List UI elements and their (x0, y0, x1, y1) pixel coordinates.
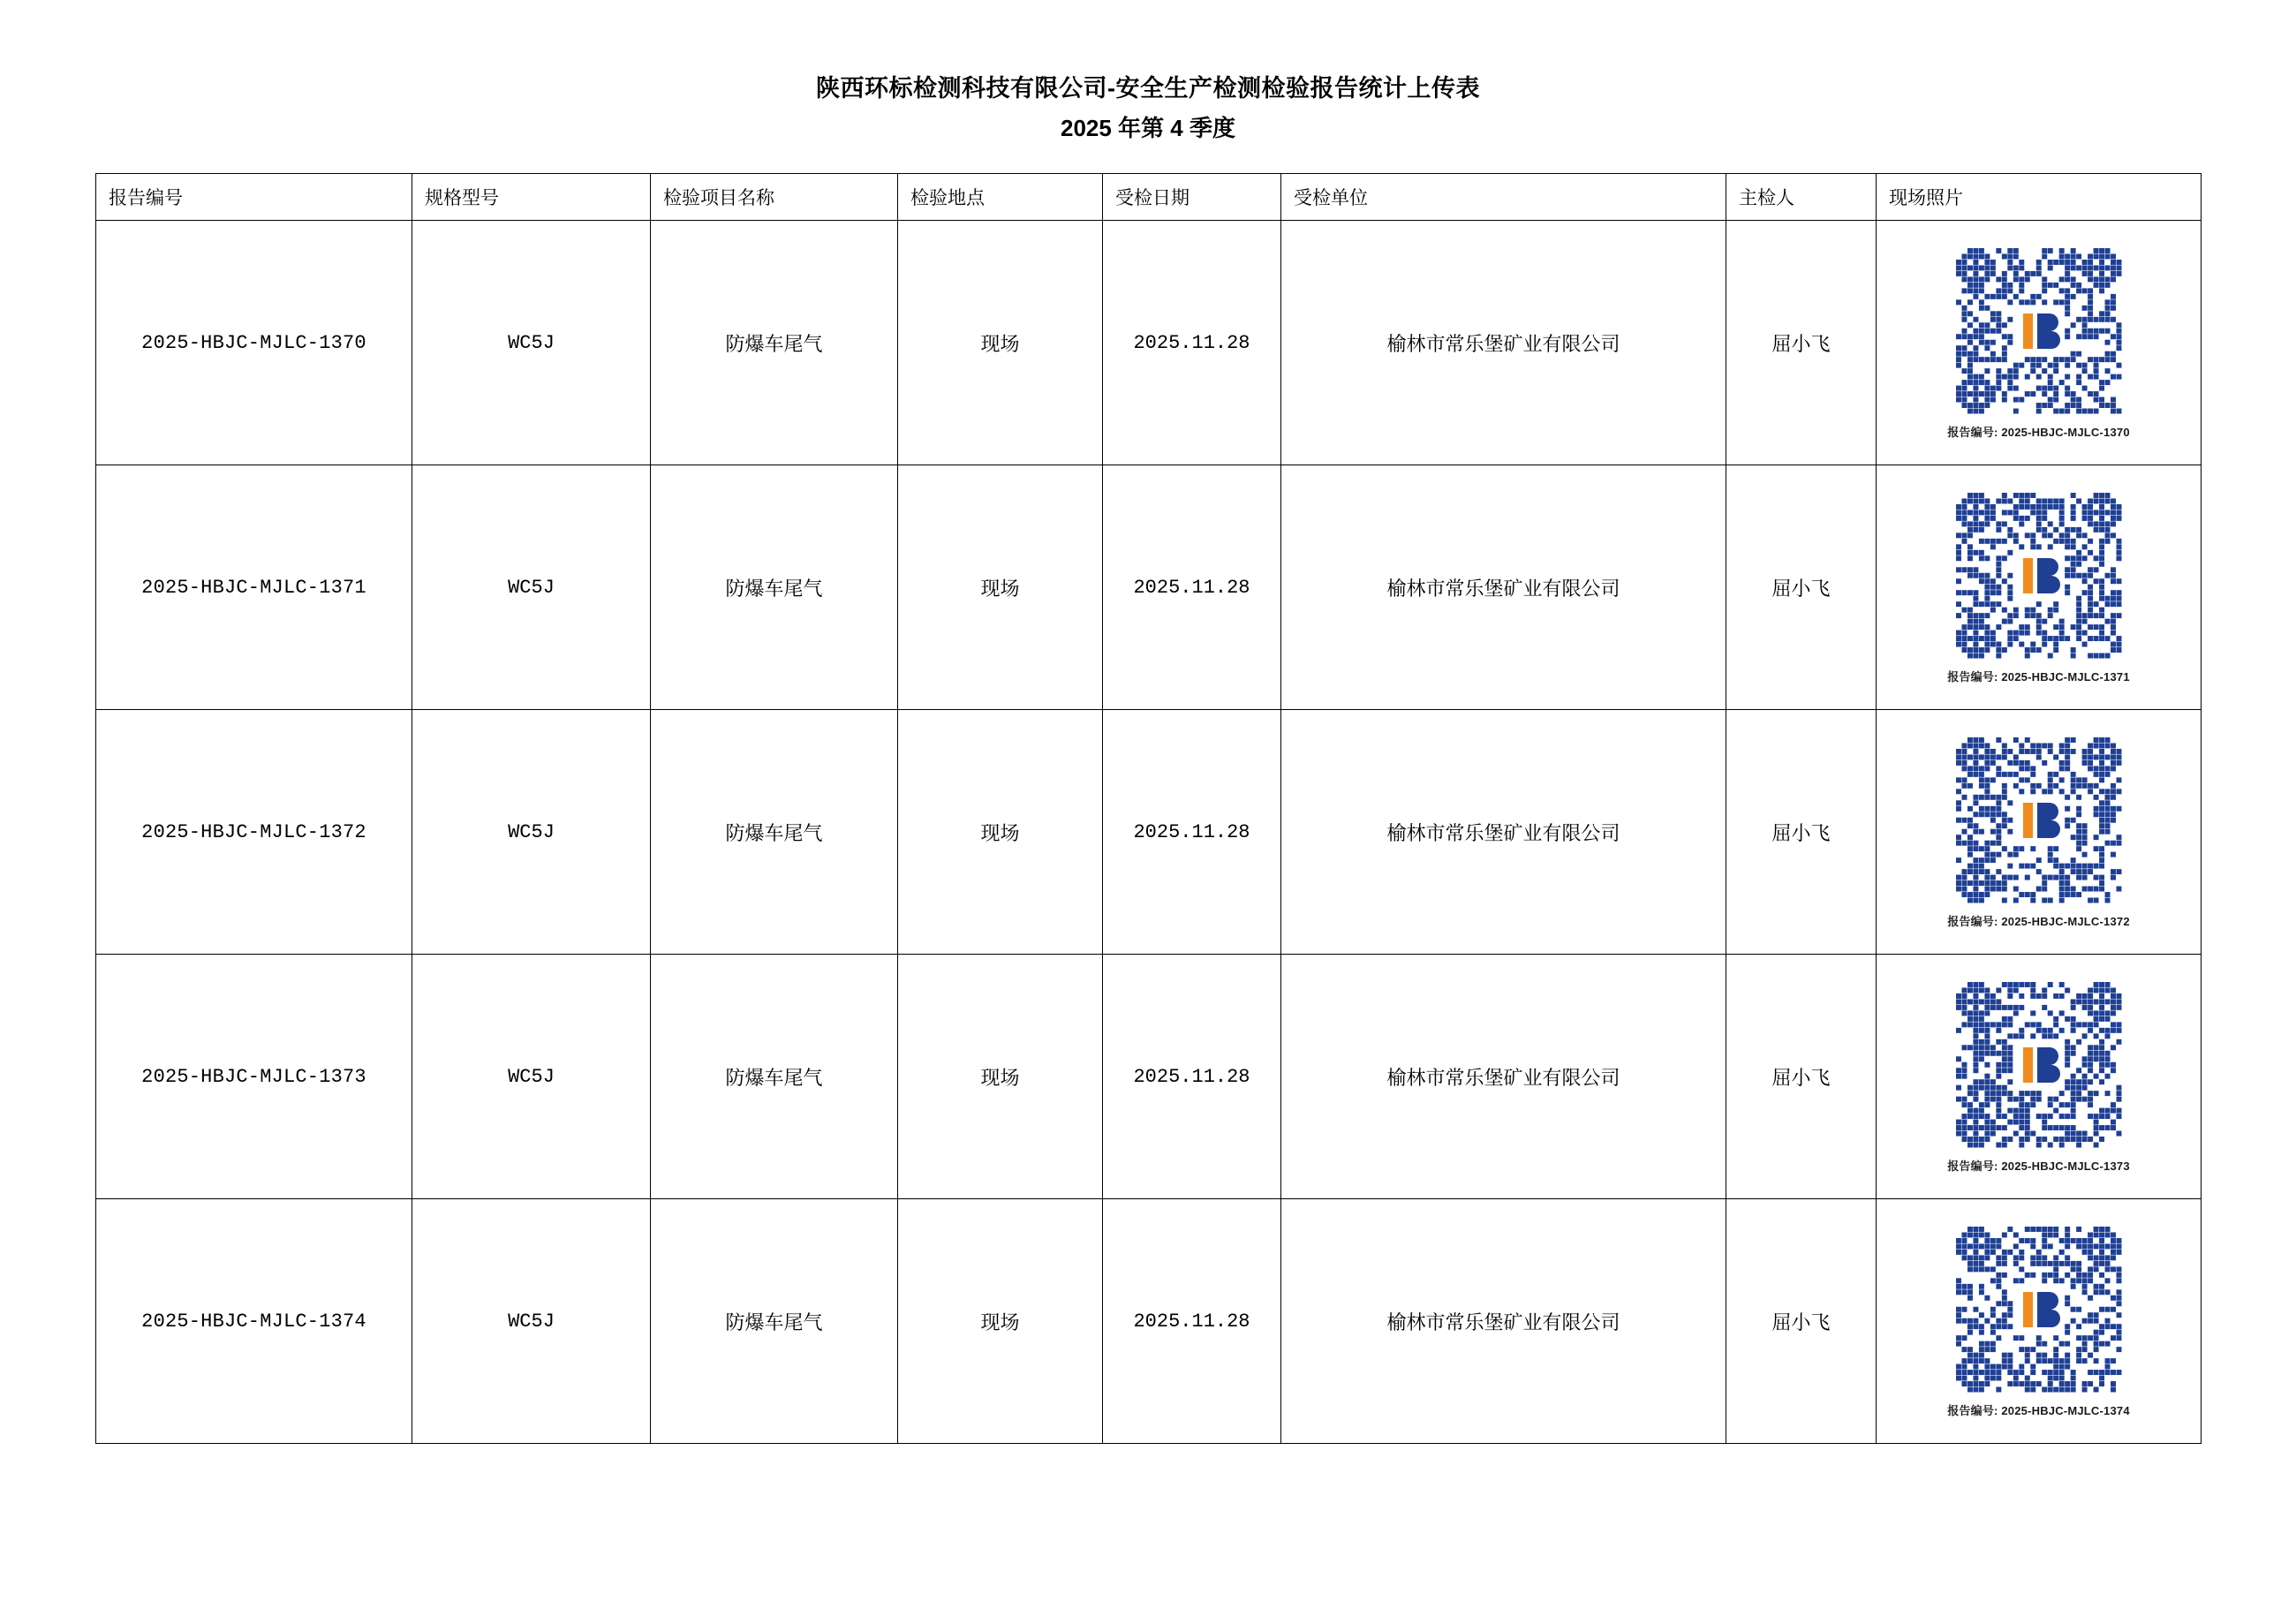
report-table-container (95, 173, 2201, 1444)
column-header-unit: 受检单位 (1281, 174, 1726, 221)
column-header-model: 规格型号 (412, 174, 651, 221)
cell-report-no: 2025-HBJC-MJLC-1370 (96, 221, 412, 465)
cell-model: WC5J (412, 1199, 651, 1444)
cell-model: WC5J (412, 955, 651, 1199)
cell-unit: 榆林市常乐堡矿业有限公司 (1281, 955, 1726, 1199)
column-header-date: 受检日期 (1103, 174, 1281, 221)
column-header-item: 检验项目名称 (651, 174, 898, 221)
cell-photo (1877, 1199, 2202, 1444)
table-row (96, 955, 2202, 1199)
qr-caption: 报告编号: 2025-HBJC-MJLC-1371 (1947, 669, 2130, 684)
cell-report-no: 2025-HBJC-MJLC-1374 (96, 1199, 412, 1444)
cell-inspector: 屈小飞 (1726, 221, 1877, 465)
report-table (95, 173, 2202, 1444)
qr-code-icon (1956, 737, 2122, 903)
qr-caption: 报告编号: 2025-HBJC-MJLC-1370 (1947, 425, 2130, 439)
column-header-inspector: 主检人 (1726, 174, 1877, 221)
page-title: 陕西环标检测科技有限公司-安全生产检测检验报告统计上传表 (816, 75, 1480, 102)
cell-item: 防爆车尾气 (651, 955, 898, 1199)
table-header (96, 174, 2202, 221)
cell-photo (1877, 465, 2202, 710)
table-row (96, 465, 2202, 710)
cell-unit: 榆林市常乐堡矿业有限公司 (1281, 221, 1726, 465)
cell-inspector: 屈小飞 (1726, 1199, 1877, 1444)
cell-inspector: 屈小飞 (1726, 955, 1877, 1199)
table-row (96, 221, 2202, 465)
cell-report-no: 2025-HBJC-MJLC-1373 (96, 955, 412, 1199)
qr-block (1877, 737, 2201, 929)
qr-caption: 报告编号: 2025-HBJC-MJLC-1374 (1947, 1403, 2130, 1417)
page-subtitle: 2025 年第 4 季度 (1061, 114, 1235, 141)
column-header-report-no: 报告编号 (96, 174, 412, 221)
cell-model: WC5J (412, 710, 651, 955)
cell-photo (1877, 955, 2202, 1199)
cell-place: 现场 (898, 221, 1103, 465)
cell-place: 现场 (898, 710, 1103, 955)
cell-place: 现场 (898, 955, 1103, 1199)
qr-caption: 报告编号: 2025-HBJC-MJLC-1372 (1947, 914, 2130, 928)
table-header-row (96, 174, 2202, 221)
qr-code-icon (1956, 248, 2122, 414)
table-body (96, 221, 2202, 1444)
cell-place: 现场 (898, 465, 1103, 710)
qr-code-icon (1956, 1227, 2122, 1393)
cell-item: 防爆车尾气 (651, 221, 898, 465)
qr-block (1877, 248, 2201, 440)
qr-block (1877, 1227, 2201, 1418)
qr-code-icon (1956, 982, 2122, 1148)
cell-item: 防爆车尾气 (651, 465, 898, 710)
cell-inspector: 屈小飞 (1726, 710, 1877, 955)
cell-date: 2025.11.28 (1103, 710, 1281, 955)
qr-caption: 报告编号: 2025-HBJC-MJLC-1373 (1947, 1159, 2130, 1173)
cell-item: 防爆车尾气 (651, 1199, 898, 1444)
table-row (96, 1199, 2202, 1444)
cell-date: 2025.11.28 (1103, 465, 1281, 710)
cell-unit: 榆林市常乐堡矿业有限公司 (1281, 465, 1726, 710)
cell-model: WC5J (412, 221, 651, 465)
cell-date: 2025.11.28 (1103, 221, 1281, 465)
cell-date: 2025.11.28 (1103, 955, 1281, 1199)
cell-model: WC5J (412, 465, 651, 710)
cell-item: 防爆车尾气 (651, 710, 898, 955)
table-row (96, 710, 2202, 955)
cell-date: 2025.11.28 (1103, 1199, 1281, 1444)
qr-block (1877, 493, 2201, 684)
cell-report-no: 2025-HBJC-MJLC-1372 (96, 710, 412, 955)
cell-place: 现场 (898, 1199, 1103, 1444)
qr-code-icon (1956, 493, 2122, 659)
column-header-photo: 现场照片 (1877, 174, 2202, 221)
cell-unit: 榆林市常乐堡矿业有限公司 (1281, 710, 1726, 955)
cell-photo (1877, 221, 2202, 465)
cell-inspector: 屈小飞 (1726, 465, 1877, 710)
title-block (0, 0, 2296, 147)
column-header-place: 检验地点 (898, 174, 1103, 221)
cell-photo (1877, 710, 2202, 955)
cell-unit: 榆林市常乐堡矿业有限公司 (1281, 1199, 1726, 1444)
qr-block (1877, 982, 2201, 1174)
cell-report-no: 2025-HBJC-MJLC-1371 (96, 465, 412, 710)
